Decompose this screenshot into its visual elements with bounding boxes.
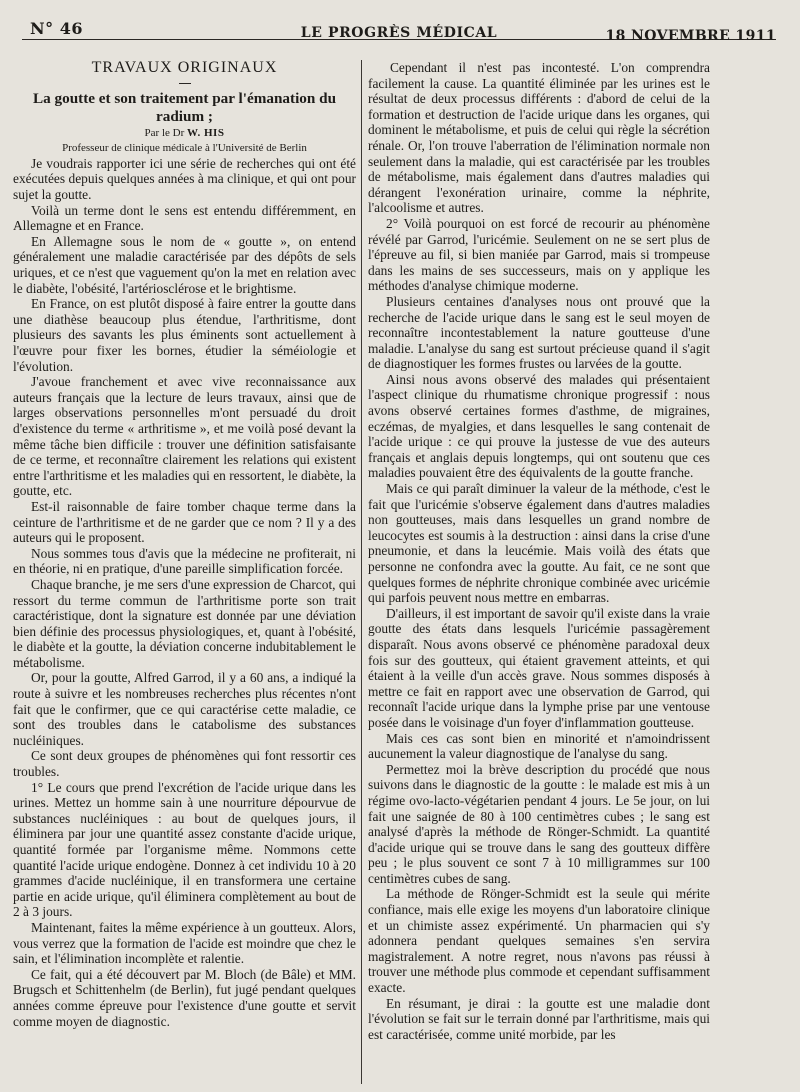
body-paragraph: Je voudrais rapporter ici une série de recherches qui ont été exécutées depuis quelques années à ma clinique, et qui ont pour sujet la goutte. bbox=[13, 155, 356, 203]
body-paragraph: Permettez moi la brève description du procédé que nous suivons dans le diagnostic de la goutte : le malade est mis à un régime ovo-lacto-végétarien pendant 4 jours. Le 5e jour, on lui fait une saignée de 80 à 100 centimètres cubes ; le sang est analysé d'après la méthode de Rönger-Schmidt. La quantité d'acide urique qui se trouve dans le sang des goutteux diffère peu ; le plus souvent ce sont 7 à 10 milligrammes sur 100 centimètres cubes de sang. bbox=[368, 761, 710, 886]
body-paragraph: Chaque branche, je me sers d'une expression de Charcot, qui ressort du terme commun de l'arthritisme porte son trait caractéristique, dont la signature est donnée par une déviation bien définie des processus physiologiques, et, quant à l'obésité, le diabète et la goutte, la déviation concerne indubitablement le métabolisme. bbox=[13, 576, 356, 670]
column-rule bbox=[361, 60, 362, 1084]
body-paragraph: Nous sommes tous d'avis que la médecine ne profiterait, ni en théorie, ni en pratique, d'une pareille simplification forcée. bbox=[13, 545, 356, 577]
body-paragraph: J'avoue franchement et avec vive reconnaissance aux auteurs français que la lecture de leurs travaux, ainsi que de larges observations personnelles m'ont persuadé du droit d'existence du terme « arthritisme », et me voilà posé devant la même tâche bien difficile : trouver une définition satisfaisante de ce terme, et reconnaître clairement les relations qui existent entre l'arthritisme et les maladies qui en ressortent, le diabète, la goutte, etc. bbox=[13, 374, 356, 499]
article-title: La goutte et son traitement par l'émanation du radium ; bbox=[32, 89, 337, 125]
body-paragraph: Ainsi nous avons observé des malades qui présentaient l'aspect clinique du rhumatisme chronique progressif : nous avons observé certaines formes d'asthme, de migraines, eczémas, de myalgies, et dans lesquelles le sang contenait de l'acide urique : ce qui prouve la justesse de vue des auteurs français et anglais depuis longtemps, qui ont soutenu que ces maladies pouvaient être des équivalents de la goutte franche. bbox=[368, 371, 710, 481]
body-paragraph: En Allemagne sous le nom de « goutte », on entend généralement une maladie caractérisée par des dépôts de sels uriques, et ce n'est que vaguement qu'on la met en relation avec le diabète, l'obésité, l'artériosclérose et le brightisme. bbox=[13, 233, 356, 296]
body-paragraph: Ce fait, qui a été découvert par M. Bloch (de Bâle) et MM. Brugsch et Schittenhelm (de Berlin), fut jugé pendant quelques années comme épreuve pour l'existence d'une goutte et servit comme moyen de diagnostic. bbox=[13, 966, 356, 1029]
body-paragraph: D'ailleurs, il est important de savoir qu'il existe dans la vraie goutte des états dans lesquels l'uricémie passagèrement disparaît. Nous avons observé ce phénomène paradoxal deux fois sur des goutteux, qui étaient gravement atteints, et qui étaient à la veille d'un accès grave. Nous sommes disposés à mettre ce fait en rapport avec une observation de Garrod, qui reconnaît l'acide urique dans la lymphe prise par une ventouse posée dans le voisinage d'un foyer d'inflammation goutteuse. bbox=[368, 605, 710, 730]
section-divider bbox=[179, 83, 191, 84]
body-paragraph: Voilà un terme dont le sens est entendu différemment, en Allemagne et en France. bbox=[13, 202, 356, 234]
running-head bbox=[22, 0, 776, 44]
body-paragraph: Ce sont deux groupes de phénomènes qui font ressortir ces troubles. bbox=[13, 748, 356, 780]
body-paragraph: Plusieurs centaines d'analyses nous ont prouvé que la recherche de l'acide urique dans le sang est le seul moyen de reconnaître incontestablement la nature goutteuse d'une maladie. L'analyse du sang est surtout précieuse quand il s'agit de diagnostiquer les formes frustes ou larvées de la goutte. bbox=[368, 293, 710, 372]
author-affiliation: Professeur de clinique médicale à l'Université de Berlin bbox=[62, 141, 307, 154]
left-column bbox=[13, 60, 356, 1084]
issue-date: 18 NOVEMBRE 1911 bbox=[605, 28, 776, 44]
body-paragraph: 1° Le cours que prend l'excrétion de l'acide urique dans les urines. Mettez un homme sain à une nourriture dépourvue de substances nucléiniques : au bout de quelques jours, il éliminera par jour une quantité assez constante d'acide urique, quantité formée par l'organisme même. Nommons cette quantité l'acide urique endogène. Donnez à cet individu 10 à 20 grammes d'acide nucléinique, il en transformera une certaine partie en acide urique, qu'il éliminera complètement au bout de 2 à 3 jours. bbox=[13, 779, 356, 920]
body-paragraph: En résumant, je dirai : la goutte est une maladie dont l'évolution se fait sur le terrain donné par l'arthritisme, mais qui est caractérisée, comme unité morbide, par les bbox=[368, 995, 710, 1042]
author-name: W. HIS bbox=[187, 126, 225, 139]
body-paragraph: Cependant il n'est pas incontesté. L'on comprendra facilement la cause. La quantité éliminée par les urines est le résultat de deux processus différents : d'abord de celui de la formation et destruction de l'acide urique dans les organes, qui dominent le métabolisme, et puis de celui qui règle la sécrétion rénale. Or, l'on trouve l'aberration de l'élimination normale non seulement dans la maladie, qui est caractérisée par les troubles de métabolisme, mais également dans d'autres maladies qui dérangent l'exonération urinaire, comme la néphrite, l'alcoolisme et autres. bbox=[368, 60, 710, 216]
journal-name: LE PROGRÈS MÉDICAL bbox=[300, 25, 498, 41]
left-body bbox=[13, 156, 356, 1029]
byline bbox=[13, 126, 356, 141]
article-columns bbox=[0, 60, 800, 1084]
body-paragraph: La méthode de Rönger-Schmidt est la seule qui mérite confiance, mais elle exige les moyens d'un laboratoire clinique et un chimiste assez expérimenté. Un pharmacien qui s'y adonnera pendant quelques semaines s'en servira magistralement. A notre regret, nous n'avons pas réussi à trouver une méthode plus commode et cependant suffisamment exacte. bbox=[368, 886, 710, 996]
section-title: TRAVAUX ORIGINAUX bbox=[91, 60, 278, 76]
body-paragraph: Mais ces cas sont bien en minorité et n'amoindrissent aucunement la valeur diagnostique de l'analyse du sang. bbox=[368, 730, 710, 762]
byline-prefix: Par le Dr bbox=[144, 126, 185, 139]
right-body bbox=[368, 60, 710, 1042]
right-column bbox=[368, 60, 710, 1084]
body-paragraph: Maintenant, faites la même expérience à un goutteux. Alors, vous verrez que la formation de l'acide est moindre que chez le sain, et l'élimination incomplète et ralentie. bbox=[13, 919, 356, 967]
issue-number: N° 46 bbox=[30, 19, 83, 38]
body-paragraph: Mais ce qui paraît diminuer la valeur de la méthode, c'est le fait que l'uricémie s'observe également dans d'autres maladies non goutteuses, mais dans lesquelles un grand nombre de leucocytes est soumis à la destruction : ainsi dans la crise d'une pneumonie, et dans la leucémie. Mais voilà des états que personne ne confondra avec la goutte. Au fait, ce ne sont que quelques formes de néphrite chronique combinée avec uricémie qui parfois peuvent nous mettre en embarras. bbox=[368, 481, 710, 606]
body-paragraph: Or, pour la goutte, Alfred Garrod, il y a 60 ans, a indiqué la route à suivre et les nombreuses recherches plus récentes n'ont fait que le confirmer, que ce qui caractérise cette maladie, ce sont des troubles dans le catabolisme des substances nucléiniques. bbox=[13, 670, 356, 748]
body-paragraph: En France, on est plutôt disposé à faire entrer la goutte dans une diathèse beaucoup plus étendue, l'arthritisme, dont plusieurs des savants les plus éminents sont actuellement à l'œuvre pour fixer les bornes, étudier la séméiologie et l'évolution. bbox=[13, 296, 356, 374]
body-paragraph: 2° Voilà pourquoi on est forcé de recourir au phénomène révélé par Garrod, l'uricémie. Seulement on ne se sert plus de l'épreuve au fil, si bien maniée par Garrod, mais si trompeuse dans les mains de ses successeurs, mais on y applique les méthodes d'analyse chimique moderne. bbox=[368, 215, 710, 294]
body-paragraph: Est-il raisonnable de faire tomber chaque terme dans la ceinture de l'arthritisme et de ne garder que ce nom ? Il y a des auteurs qui le proposent. bbox=[13, 498, 356, 546]
